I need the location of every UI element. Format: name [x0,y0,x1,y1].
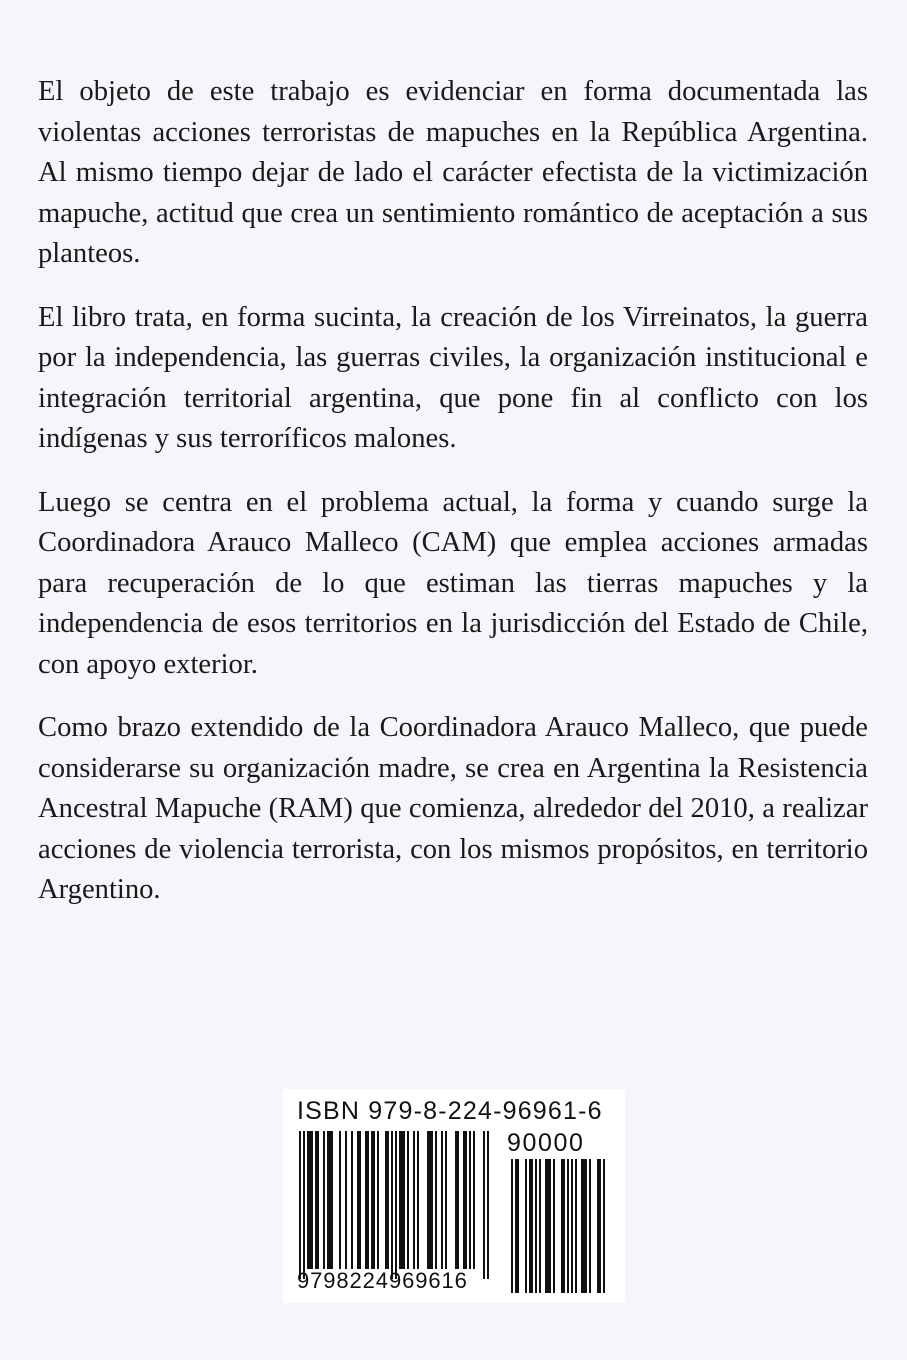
barcode-bar [339,1131,341,1269]
barcode-bar [473,1131,475,1269]
blurb-paragraph-2: El libro trata, en forma sucinta, la creación de los Virreinatos, la guerra por la independencia, las guerras civiles, la organización institucional e integración territorial argentina, que pone fin al conflicto con los indígenas y sus terroríficos malones. [38,301,868,454]
barcode-bar [435,1131,437,1269]
barcode-bar [427,1131,433,1269]
barcode-bar [303,1131,305,1279]
addon-barcode-bar [553,1159,555,1293]
barcode-bar [351,1131,353,1269]
isbn-barcode-box [283,1089,625,1303]
addon-barcode-bar [545,1159,551,1293]
barcode-bar [441,1131,443,1269]
barcode-bar [365,1131,369,1269]
barcode-bar [455,1131,459,1269]
barcode-bar [345,1131,347,1269]
barcode-bar [371,1131,375,1269]
barcode-bar [385,1131,389,1269]
barcode-bar [463,1131,467,1269]
back-cover-blurb [38,72,868,934]
barcode-bar [307,1131,313,1269]
blurb-paragraph-4: Como brazo extendido de la Coordinadora Arauco Malleco, que puede considerarse su organización madre, se crea en Argentina la Resistencia Ancestral Mapuche (RAM) que comienza, alrededor del 2010, a realizar acciones de violencia terrorista, con los mismos propósitos, en territorio Argentino. [38,712,868,905]
addon-barcode-bar [515,1159,519,1293]
addon-barcode-bar [561,1159,565,1293]
addon-barcode-bar [511,1159,513,1293]
addon-barcode-bar [529,1159,533,1293]
barcode-bar [299,1131,301,1279]
addon-barcode-bar [567,1159,569,1293]
barcode-bar [483,1131,485,1279]
barcode-bar [357,1131,361,1269]
addon-barcode-bar [589,1159,591,1293]
blurb-paragraph-3: Luego se centra en el problema actual, la forma y cuando surge la Coordinadora Arauco Malleco (CAM) que emplea acciones armadas para recuperación de lo que estiman las tierras mapuches y la independencia de esos territorios en la jurisdicción del Estado de Chile, con apoyo exterior. [38,486,868,680]
barcode-bar [399,1131,405,1269]
barcode-bar [391,1131,393,1279]
barcode-bar [413,1131,415,1269]
addon-barcode-bar [539,1159,541,1293]
addon-barcode-bar [525,1159,527,1293]
barcode-bar [487,1131,489,1279]
addon-barcode-bar [597,1159,601,1293]
barcode-bar [395,1131,397,1279]
isbn-label: ISBN 979-8-224-96961-6 [297,1097,603,1125]
barcode-bar [469,1131,471,1269]
isbn-digits-label: 9798224969616 [297,1268,468,1293]
addon-barcode-bar [535,1159,537,1293]
barcode-bar [323,1131,325,1269]
barcode-bar [327,1131,333,1269]
barcode-bar [445,1131,447,1269]
barcode-bar [315,1131,319,1269]
price-addon-label: 90000 [507,1129,585,1157]
barcode-bar [377,1131,379,1269]
barcode-bar [417,1131,419,1269]
addon-barcode-bar [581,1159,587,1293]
barcode-bar [407,1131,409,1269]
addon-barcode-bar [571,1159,573,1293]
addon-barcode-bar [603,1159,605,1293]
addon-barcode-bar [575,1159,577,1293]
blurb-paragraph-1: El objeto de este trabajo es evidenciar en forma documentada las violentas acciones terroristas de mapuches en la República Argentina. Al mismo tiempo dejar de lado el carácter efectista de la victimización mapuche, actitud que crea un sentimiento romántico de aceptación a sus planteos. [38,76,868,269]
